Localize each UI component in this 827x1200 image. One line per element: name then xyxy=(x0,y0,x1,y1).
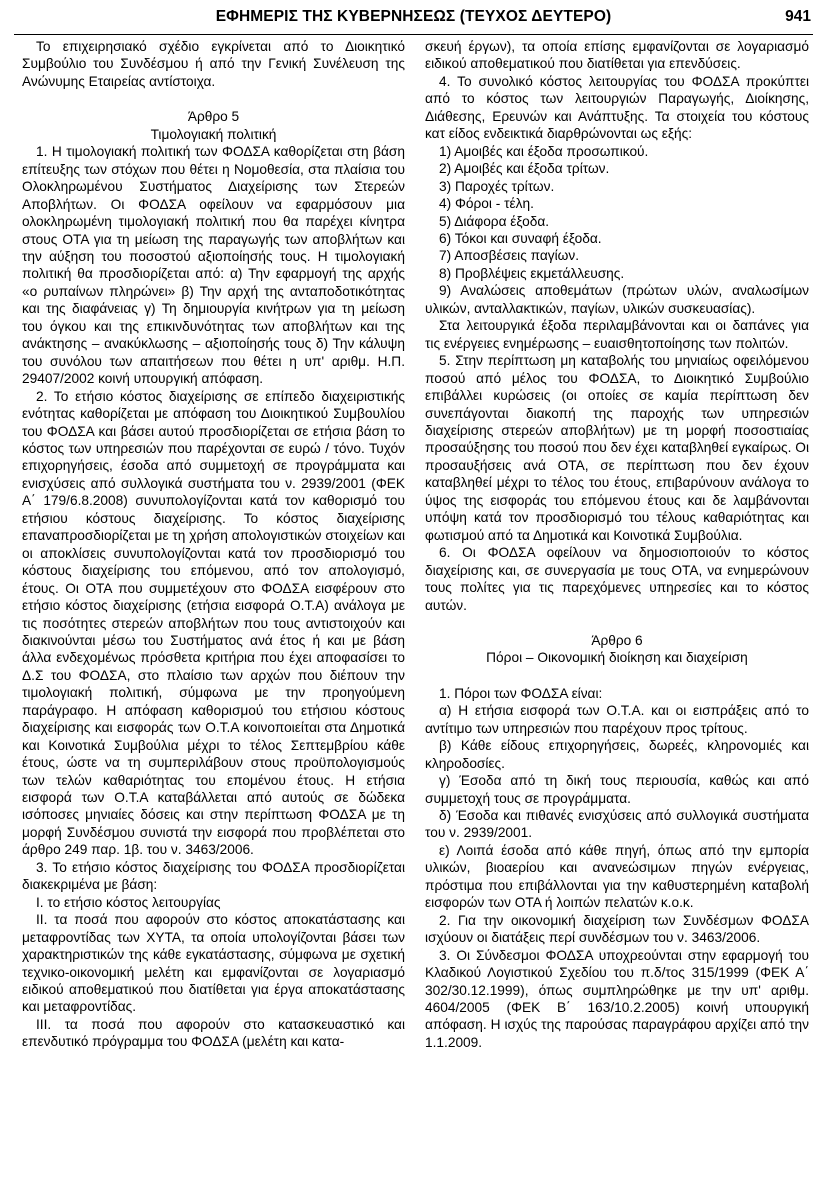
list-item: 6) Τόκοι και συναφή έξοδα. xyxy=(439,230,602,246)
paragraph: 1. Πόροι των ΦΟΔΣΑ είναι: xyxy=(439,685,603,701)
list-item: 8) Προβλέψεις εκμετάλλευσης. xyxy=(439,265,625,281)
paragraph: 2. Για την οικονομική διαχείριση των Συνδέσμων ΦΟΔΣΑ ισχύουν οι διατάξεις περί συνδέσμων του ν. 3463/2006. xyxy=(425,912,809,946)
article-title: Πόροι – Οικονομική διοίκηση και διαχείριση xyxy=(486,650,748,666)
list-item: 9) Αναλώσεις αποθεμάτων (πρώτων υλών, αναλωσίμων υλικών, ανταλλακτικών, παγίων, υλικών συσκευασίας). xyxy=(425,283,809,316)
left-column xyxy=(22,38,405,1051)
list-item: 7) Αποσβέσεις παγίων. xyxy=(439,248,580,264)
right-column xyxy=(425,38,809,1051)
article-number: Άρθρο 6 xyxy=(591,632,643,648)
paragraph: γ) Έσοδα από τη δική τους περιουσία, καθώς και από συμμετοχή τους σε προγράμματα. xyxy=(425,773,809,806)
paragraph: Ι. το ετήσιο κόστος λειτουργίας xyxy=(36,894,221,910)
paragraph: ε) Λοιπά έσοδα από κάθε πηγή, όπως από την εμπορία υλικών, βιοαερίου και ανανεώσιμων πηγών ενέργειας, πρόστιμα που επιβάλλονται για την καθυστερημένη καταβολή εισφορών των ΟΤΑ ή λοιπών πελατών κ.ο.κ. xyxy=(425,842,809,911)
list-item: 2) Αμοιβές και έξοδα τρίτων. xyxy=(439,161,610,177)
paragraph: Στα λειτουργικά έξοδα περιλαμβάνονται και οι δαπάνες για τις ενέργειες ενημέρωσης – ευαισθητοποίησης των πολιτών. xyxy=(425,318,809,351)
paragraph: 5. Στην περίπτωση μη καταβολής του μηνιαίως οφειλόμενου ποσού από μέλος του ΦΟΔΣΑ, το Διοικητικό Συμβούλιο επιβάλλει κυρώσεις (οι οποίες σε καμία περίπτωση δεν συνεπάγονται διακοπή της παροχής των υπηρεσιών διαχείρισης στερεών αποβλήτων) με τη μορφή ποσοστιαίας προσαύξησης του ποσού που δεν έχει καταβληθεί εγκαίρως. Οι προσαυξήσεις ανά ΟΤΑ, σε περίπτωση που δεν έχουν καταβληθεί μέχρι το τέλος του έτους, επιβαρύνουν ανάλογα το ύψος της εισφοράς του επόμενου έτους και δε λαμβάνονται υπόψη κατά τον προσδιορισμό του τέλους καθαριότητας και φωτισμού από τα Δημοτικά και Κοινοτικά Συμβούλια. xyxy=(425,353,809,543)
list-item: 5) Διάφορα έξοδα. xyxy=(439,213,550,229)
list-item: 1) Αμοιβές και έξοδα προσωπικού. xyxy=(439,143,649,159)
list-item: 3) Παροχές τρίτων. xyxy=(439,178,555,194)
paragraph: 3. Οι Σύνδεσμοι ΦΟΔΣΑ υποχρεούνται στην εφαρμογή του Κλαδικού Λογιστικού Σχεδίου του π.δ/τος 315/1999 (ΦΕΚ Α΄ 302/30.12.1999), όπως συμπληρώθηκε με την υπ' αριθμ. 4604/2005 (ΦΕΚ Β΄ 163/10.2.2005) κοινή υπουργική απόφαση. Η ισχύς της παρούσας παραγράφου αρχίζει από την 1.1.2009. xyxy=(425,947,809,1050)
paragraph: σκευή έργων), τα οποία επίσης εμφανίζονται σε λογαριασμό ειδικού αποθεματικού που διατίθεται για επενδύσεις. xyxy=(425,39,809,72)
page-number: 941 xyxy=(785,8,811,25)
paragraph: 1. Η τιμολογιακή πολιτική των ΦΟΔΣΑ καθορίζεται στη βάση επίτευξης των στόχων που θέτει η Νομοθεσία, στα πλαίσια του Ολοκληρωμένου Συστήματος Διαχείρισης των Στερεών Αποβλήτων. Οι ΦΟΔΣΑ οφείλουν να εφαρμόσουν μια ολοκληρωμένη τιμολογιακή πολιτική που θα παρέχει κίνητρα στους ΟΤΑ για τη μείωση της παραγωγής των αποβλήτων και την αύξηση του ποσοστού αξιοποίησής τους. Η τιμολογιακή πολιτική θα προσδιορίζεται από: α) Την εφαρμογή της αρχής «ο ρυπαίνων πληρώνει» β) Την αρχή της ανταποδοτικότητας και της διαφάνειας γ) Τη δημιουργία κινήτρων για τη μείωση του όγκου και της επικινδυνότητας των αποβλήτων και της ανάκτησης – ανακύκλωσης – αξιοποίησής τους δ) Την κάλυψη του συνόλου των απαιτήσεων που θέτει η υπ' αριθμ. Η.Π. 29407/2002 κοινή υπουργική απόφαση. xyxy=(22,144,405,387)
article-number: Άρθρο 5 xyxy=(187,109,240,125)
paragraph: 6. Οι ΦΟΔΣΑ οφείλουν να δημοσιοποιούν το κόστος διαχείρισης και, σε συνεργασία με τους ΟΤΑ, να ενημερώνουν τους πολίτες για τις παρεχόμενες υπηρεσίες και το κόστος αυτών. xyxy=(425,545,809,613)
paragraph: 3. Το ετήσιο κόστος διαχείρισης του ΦΟΔΣΑ προσδιορίζεται διακεκριμένα με βάση: xyxy=(22,859,405,893)
paragraph: α) Η ετήσια εισφορά των Ο.Τ.Α. και οι εισπράξεις από το αντίτιμο των υπηρεσιών που παρέχουν προς τρίτους. xyxy=(425,703,809,736)
paragraph: 2. Το ετήσιο κόστος διαχείρισης σε επίπεδο διαχειριστικής ενότητας καθορίζεται με απόφαση του Διοικητικού Συμβουλίου του ΦΟΔΣΑ και βάσει αυτού προσδιορίζεται σε ετήσια βάση το κόστος των υπηρεσιών που παρέχονται σε ευρώ / τόνο. Τυχόν επιχορηγήσεις, έσοδα από συμμετοχή σε προγράμματα και ενισχύσεις από συλλογικά συστήματα του ν. 2939/2001 (ΦΕΚ Α΄ 179/6.8.2008) συνυπολογίζονται κατά τον καθορισμό του ετήσιου κόστους διαχείρισης. Το κόστος διαχείρισης επαναπροσδιορίζεται με τη χρήση απολογιστικών στοιχείων και οι αποκλίσεις συνυπολογίζονται κατά τον προσδιορισμό του κόστους διαχείρισης του επόμενου, από τον απολογισμό, έτους. Οι ΟΤΑ που συμμετέχουν στο ΦΟΔΣΑ εισφέρουν στο ετήσιο κόστος διαχείρισης (ετήσια εισφορά Ο.Τ.Α) ανάλογα με τις ποσότητες στερεών αποβλήτων που τους αντιστοιχούν και διακινούνται μέσω του Συστήματος ανά έτος ή και με βάση άλλα ενδεχομένως πρόσθετα κριτήρια που έχει αποφασίσει το Δ.Σ του ΦΟΔΣΑ, στο πλαίσιο των αρχών που διέπουν την τιμολογιακή πολιτική, σύμφωνα με την προηγούμενη παράγραφο. Η απόφαση καθορισμού του ετήσιου κόστους διαχείρισης και εισφοράς των Ο.Τ.Α κοινοποιείται στα Δημοτικά και Κοινοτικά Συμβούλια μέχρι το τέλος Σεπτεμβρίου κάθε έτους, ώστε να τη συμπεριλάβουν στους προϋπολογισμούς των τελών καθαριότητας του επομένου έτους. Η ετήσια εισφορά των Ο.Τ.Α καταβάλλεται από αυτούς σε δώδεκα ισόποσες μηνιαίες δόσεις και στην περίπτωση ΦΟΔΣΑ με τη μορφή Συνδέσμου συνιστά την εισφορά που προβλέπεται στο άρθρο 249 παρ. 1β. του ν. 3463/2006. xyxy=(22,388,405,858)
running-header xyxy=(14,6,813,35)
list-item: 4) Φόροι - τέλη. xyxy=(439,196,534,212)
article-title: Τιμολογιακή πολιτική xyxy=(150,126,277,142)
paragraph: Το επιχειρησιακό σχέδιο εγκρίνεται από το Διοικητικό Συμβούλιο του Συνδέσμου ή από την Γενική Συνέλευση της Ανώνυμης Εταιρείας αντίστοιχα. xyxy=(22,39,405,89)
paragraph: ΙΙ. τα ποσά που αφορούν στο κόστος αποκατάστασης και μεταφροντίδας των ΧΥΤΑ, τα οποία υπολογίζονται βάσει των χαρακτηριστικών της κάθε εγκατάστασης, σύμφωνα με σχετική τεχνικο-οικονομική μελέτη και εμφανίζονται σε λογαριασμό ειδικού αποθεματικού που διατίθεται για έργα αποκατάστασης και μεταφροντίδας. xyxy=(22,912,405,1015)
paragraph: δ) Έσοδα και πιθανές ενισχύσεις από συλλογικά συστήματα του ν. 2939/2001. xyxy=(425,808,809,841)
gazette-title: ΕΦΗΜΕΡΙΣ ΤΗΣ ΚΥΒΕΡΝΗΣΕΩΣ (ΤΕΥΧΟΣ ΔΕΥΤΕΡΟ) xyxy=(215,8,612,25)
paragraph: 4. Το συνολικό κόστος λειτουργίας του ΦΟΔΣΑ προκύπτει από το κόστος των λειτουργιών Παραγωγής, Διοίκησης, Διάθεσης, Ερευνών και Ανάπτυξης. Τα στοιχεία του κόστους κατ είδος ενδεικτικά διαρθρώνονται ως εξής: xyxy=(425,73,809,142)
paragraph: β) Κάθε είδους επιχορηγήσεις, δωρεές, κληρονομιές και κληροδοσίες. xyxy=(425,738,809,771)
paragraph: ΙΙΙ. τα ποσά που αφορούν στο κατασκευαστικό και επενδυτικό πρόγραμμα του ΦΟΔΣΑ (μελέτη και κατα- xyxy=(22,1016,405,1050)
